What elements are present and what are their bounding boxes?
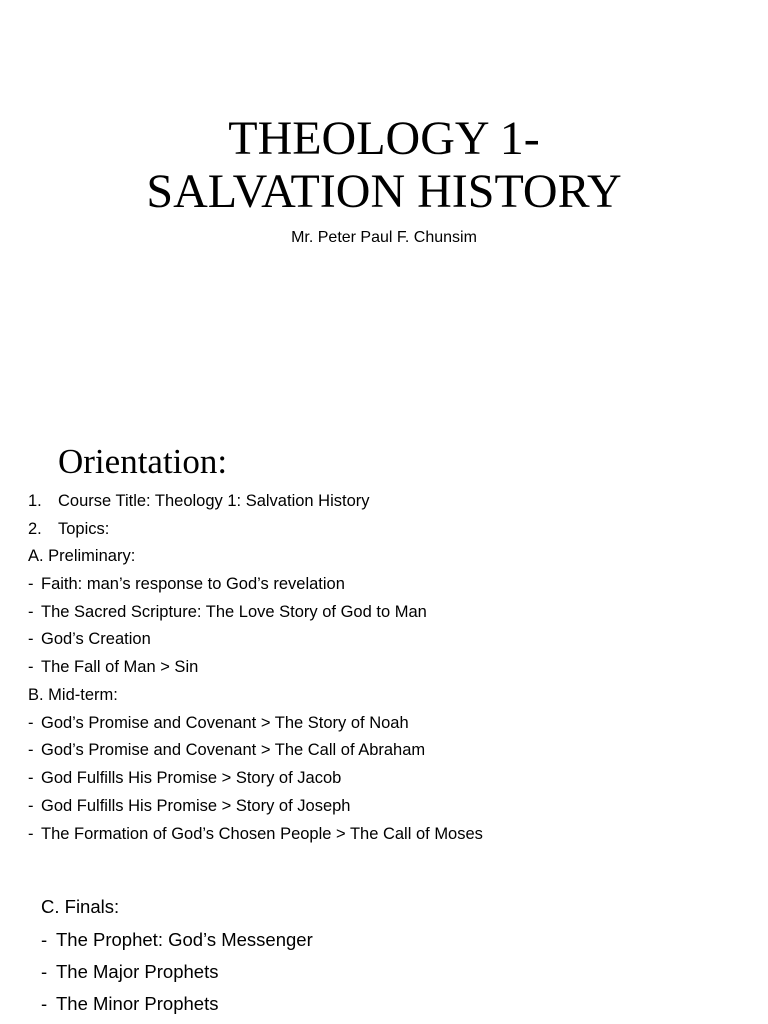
dash-bullet: - bbox=[28, 575, 34, 593]
numbered-item bbox=[28, 492, 370, 511]
dash-bullet: - bbox=[28, 658, 34, 676]
list-item-text: Faith: man’s response to God’s revelation bbox=[41, 575, 345, 593]
dash-bullet: - bbox=[41, 961, 48, 982]
dash-bullet: - bbox=[28, 825, 34, 843]
list-item-text: God’s Promise and Covenant > The Call of Abraham bbox=[41, 741, 426, 759]
orientation-heading: Orientation: bbox=[58, 442, 228, 481]
item-number: 2. bbox=[28, 520, 42, 538]
dash-bullet: - bbox=[41, 929, 48, 950]
title-slide-heading bbox=[0, 112, 768, 218]
section-label-preliminary: A. Preliminary: bbox=[28, 547, 136, 565]
section-label-finals: C. Finals: bbox=[41, 896, 120, 917]
list-item bbox=[28, 797, 351, 816]
dash-bullet: - bbox=[28, 797, 34, 815]
list-item bbox=[28, 741, 425, 760]
title-line-1: THEOLOGY 1- bbox=[228, 112, 540, 165]
dash-bullet: - bbox=[41, 993, 48, 1014]
list-item bbox=[28, 630, 151, 649]
list-item-text: God Fulfills His Promise > Story of Joseph bbox=[41, 797, 351, 815]
dash-bullet: - bbox=[28, 741, 34, 759]
dash-bullet: - bbox=[28, 714, 34, 732]
title-line-2: SALVATION HISTORY bbox=[146, 165, 622, 218]
dash-bullet: - bbox=[28, 603, 34, 621]
list-item bbox=[28, 714, 409, 733]
item-number: 1. bbox=[28, 492, 42, 510]
dash-bullet: - bbox=[28, 769, 34, 787]
list-item-text: The Fall of Man > Sin bbox=[41, 658, 199, 676]
list-item bbox=[28, 658, 198, 677]
section-label-midterm: B. Mid-term: bbox=[28, 686, 118, 704]
list-item bbox=[41, 929, 313, 951]
list-item bbox=[28, 769, 341, 788]
list-item-text: The Formation of God’s Chosen People > The Call of Moses bbox=[41, 825, 483, 843]
dash-bullet: - bbox=[28, 630, 34, 648]
item-text: Course Title: Theology 1: Salvation History bbox=[58, 492, 370, 510]
list-item-text: The Prophet: God’s Messenger bbox=[56, 929, 313, 950]
item-text: Topics: bbox=[58, 520, 110, 538]
list-item-text: God’s Promise and Covenant > The Story of Noah bbox=[41, 714, 409, 732]
list-item bbox=[28, 603, 427, 622]
list-item-text: The Major Prophets bbox=[56, 961, 219, 982]
list-item-text: God Fulfills His Promise > Story of Jacob bbox=[41, 769, 342, 787]
list-item-text: God’s Creation bbox=[41, 630, 151, 648]
list-item bbox=[28, 825, 483, 844]
list-item-text: The Sacred Scripture: The Love Story of God to Man bbox=[41, 603, 427, 621]
numbered-item bbox=[28, 520, 109, 539]
author-name: Mr. Peter Paul F. Chunsim bbox=[291, 229, 477, 246]
list-item bbox=[41, 993, 218, 1015]
list-item bbox=[41, 961, 218, 983]
list-item-text: The Minor Prophets bbox=[56, 993, 219, 1014]
list-item bbox=[28, 575, 345, 594]
